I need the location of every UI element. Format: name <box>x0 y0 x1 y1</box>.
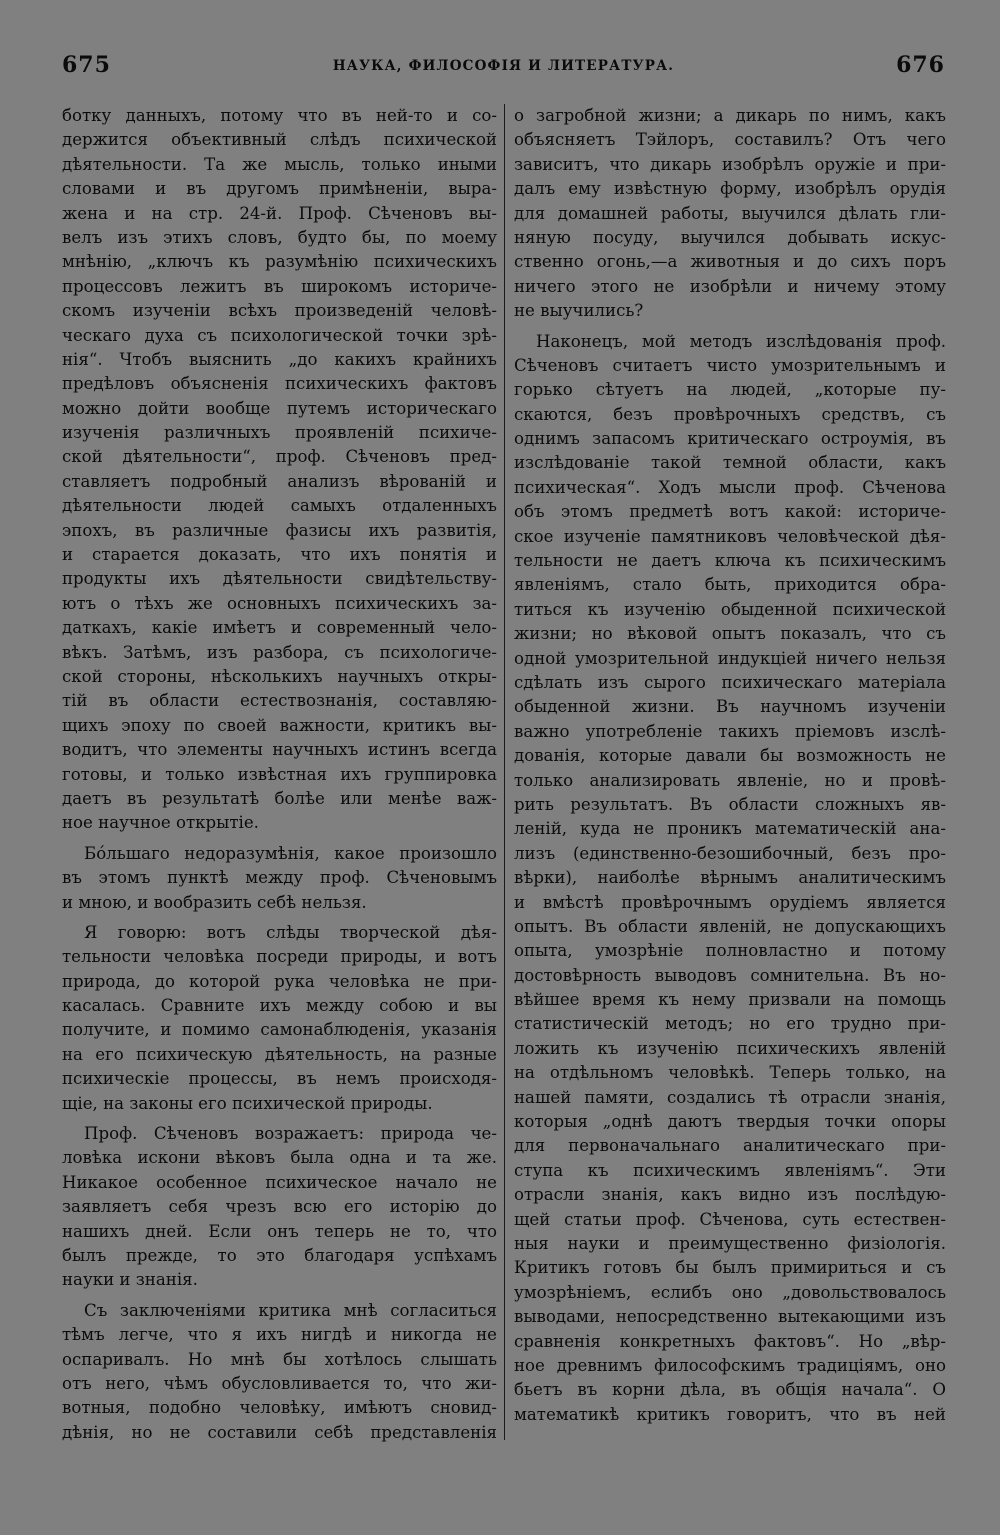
text-line: вѣкъ. Затѣмъ, изъ разбора, съ психологиче- <box>62 642 497 662</box>
text-line: и вмѣстѣ провѣрочнымъ орудіемъ является <box>514 892 946 912</box>
running-header <box>62 52 945 86</box>
text-line: бьетъ въ корни дѣла, въ общія начала“. О <box>514 1380 946 1400</box>
text-line: для домашней работы, выучился дѣлать гли- <box>514 203 946 223</box>
text-line: Наконецъ, мой методъ изслѣдованія проф. <box>536 331 946 351</box>
text-line: дѣятельности. Та же мысль, только иными <box>62 154 497 174</box>
column-divider <box>504 104 505 1440</box>
text-line: для первоначальнаго аналитическаго при- <box>514 1136 946 1156</box>
text-line: словами и въ другомъ примѣненіи, выра- <box>62 179 497 199</box>
text-line: явленіямъ, стало быть, приходится обра- <box>514 575 946 595</box>
text-line: которыя „однѣ даютъ твердыя точки опоры <box>514 1112 946 1132</box>
text-line: нашей памяти, создались тѣ отрасли знанія, <box>514 1087 946 1107</box>
text-line: далъ ему извѣстную форму, изобрѣлъ орудія <box>514 179 946 199</box>
text-line: Я говорю: вотъ слѣды творческой дѣя- <box>84 922 497 942</box>
text-line: объясняетъ Тэйлоръ, составилъ? Отъ чего <box>514 130 946 150</box>
text-line: изслѣдованіе такой темной области, какъ <box>514 453 946 473</box>
text-line: ставляетъ подробный анализъ вѣрованій и <box>62 471 497 491</box>
text-line: щіе, на законы его психической природы. <box>62 1093 433 1113</box>
text-line: даетъ въ результатѣ болѣе или менѣе важ- <box>62 788 497 808</box>
text-line: изученія различныхъ проявленій психиче- <box>62 423 497 443</box>
text-line: обыденной жизни. Въ научномъ изученіи <box>514 697 946 717</box>
text-line: достовѣрность выводовъ сомнительна. Въ но- <box>514 965 946 985</box>
text-line: водитъ, что элементы научныхъ истинъ всегда <box>62 740 497 760</box>
text-line: объ этомъ предметѣ вотъ какой: историче- <box>514 502 946 522</box>
text-line: жизни; но вѣковой опытъ показалъ, что съ <box>514 624 946 644</box>
text-line: дованія, которые давали бы возможность не <box>514 746 946 766</box>
text-line: ное древнимъ философскимъ традиціямъ, оно <box>514 1355 946 1375</box>
text-line: можно дойти вообще путемъ историческаго <box>62 398 497 418</box>
text-line: няную посуду, выучился добывать искус- <box>514 227 946 247</box>
text-line: тій въ области естествознанія, составляю- <box>62 691 497 711</box>
text-line: науки и знанія. <box>62 1270 198 1290</box>
text-line: даткахъ, какіе имѣетъ и современный чело- <box>62 618 497 638</box>
text-line: щихъ эпоху по своей важности, критикъ вы- <box>62 715 497 735</box>
text-line: щей статьи проф. Сѣченова, суть естествен- <box>514 1209 946 1229</box>
text-line: о загробной жизни; а дикарь по нимъ, какъ <box>514 106 946 125</box>
text-line: ступа къ психическимъ явленіямъ“. Эти <box>514 1160 946 1180</box>
text-line: сдѣлать изъ сырого психическаго матеріала <box>514 672 946 692</box>
text-line: нія“. Чтобъ выяснить „до какихъ крайнихъ <box>62 349 497 369</box>
text-line: и мною, и вообразить себѣ нельзя. <box>62 892 367 912</box>
text-line: одной умозрительной индукціей ничего нельзя <box>514 648 946 668</box>
text-line: сравненія конкретныхъ фактовъ“. Но „вѣр- <box>514 1331 946 1351</box>
text-line: оспаривалъ. Но мнѣ бы хотѣлось слышать <box>62 1349 497 1369</box>
text-line: ютъ о тѣхъ же основныхъ психическихъ за- <box>62 593 497 613</box>
text-line: Бóльшаго недоразумѣнія, какое произошло <box>84 843 497 863</box>
text-line: отъ него, чѣмъ обусловливается то, что жи- <box>62 1373 497 1393</box>
text-line: нашихъ дней. Если онъ теперь не то, что <box>62 1221 497 1241</box>
text-line: эпохъ, въ различные фазисы ихъ развитія, <box>62 520 497 540</box>
text-line: ное научное открытіе. <box>62 813 259 833</box>
text-line: предѣловъ объясненія психическихъ фактовъ <box>62 374 497 394</box>
text-line: Съ заключеніями критика мнѣ согласиться <box>84 1300 497 1320</box>
text-line: процессовъ лежитъ въ широкомъ историче- <box>62 276 497 296</box>
running-title: НАУКА, ФИЛОСОФІЯ И ЛИТЕРАТУРА. <box>332 58 675 74</box>
text-line: зависитъ, что дикарь изобрѣлъ оружіе и при- <box>514 154 946 174</box>
text-line: математикѣ критикъ говоритъ, что въ ней <box>514 1404 946 1424</box>
text-line: лизъ (единственно-безошибочный, безъ про- <box>514 843 946 863</box>
text-line: заявляетъ себя чрезъ всю его исторію до <box>62 1197 497 1217</box>
text-line: умозрѣніемъ, еслибъ оно „довольствовалось <box>514 1282 946 1302</box>
text-line: не выучились? <box>514 301 644 321</box>
text-line: ложить къ изученію психическихъ явленій <box>514 1038 946 1058</box>
page-number-left: 675 <box>62 52 111 78</box>
text-line: скаются, безъ провѣрочныхъ средствъ, съ <box>514 404 946 424</box>
text-line: ныя науки и преимущественно физіологія. <box>514 1233 946 1253</box>
text-line: горько сѣтуетъ на людей, „которые пу- <box>514 380 946 400</box>
text-line: Критикъ готовъ бы былъ примириться и съ <box>514 1258 946 1278</box>
text-line: продукты ихъ дѣятельности свидѣтельству- <box>62 569 497 589</box>
text-line: опыта, умозрѣніе полновластно и потому <box>514 941 946 961</box>
text-line: тельности человѣка посреди природы, и вотъ <box>62 947 497 967</box>
text-line: въ этомъ пунктѣ между проф. Сѣченовымъ <box>62 868 497 888</box>
text-line: вѣйшее время къ нему призвали на помощь <box>514 990 946 1010</box>
text-line: тѣмъ легче, что я ихъ нигдѣ и никогда не <box>62 1325 497 1345</box>
page-number-right: 676 <box>896 52 945 78</box>
text-line: касалась. Сравните ихъ между собою и вы <box>62 996 497 1016</box>
text-line: дѣятельности людей самыхъ отдаленныхъ <box>62 496 497 516</box>
text-line: готовы, и только извѣстная ихъ группировка <box>62 764 497 784</box>
text-line: на отдѣльномъ человѣкѣ. Теперь только, на <box>514 1063 946 1083</box>
text-line: ской дѣятельности“, проф. Сѣченовъ пред- <box>62 447 497 467</box>
text-line: ческаго духа съ психологической точки зрѣ- <box>62 325 497 345</box>
text-line: ской стороны, нѣсколькихъ научныхъ откры- <box>62 666 497 686</box>
text-line: психическіе процессы, въ немъ происходя- <box>62 1069 497 1089</box>
text-line: отрасли знанія, какъ видно изъ послѣдую- <box>514 1185 946 1205</box>
text-line: леній, куда не проникъ математическій ана- <box>514 819 946 839</box>
text-line: однимъ запасомъ критическаго остроумія, въ <box>514 429 946 449</box>
text-line: мнѣнію, „ключъ къ разумѣнію психическихъ <box>62 252 497 272</box>
text-line: вѣрки), наиболѣе вѣрнымъ аналитическимъ <box>514 868 946 888</box>
text-line: Проф. Сѣченовъ возражаетъ: природа че- <box>84 1124 497 1144</box>
right-column <box>514 104 946 1427</box>
text-line: титься къ изученію обыденной психической <box>514 599 946 619</box>
text-line: статистическій методъ; но его трудно при- <box>514 1014 946 1034</box>
text-line: тельности не даетъ ключа къ психическимъ <box>514 551 946 571</box>
text-line: природа, до которой рука человѣка не при- <box>62 971 497 991</box>
text-line: жена и на стр. 24-й. Проф. Сѣченовъ вы- <box>62 203 497 223</box>
text-line: былъ прежде, то это благодаря успѣхамъ <box>62 1245 497 1265</box>
text-line: только анализировать явленіе, но и провѣ- <box>514 770 946 790</box>
text-line: вотныя, подобно человѣку, имѣютъ сновид- <box>62 1398 497 1418</box>
text-line: ственно огонь,—а животныя и до сихъ поръ <box>514 252 946 272</box>
text-line: ское изученіе памятниковъ человѣческой дѣя- <box>514 526 946 546</box>
text-line: и старается доказать, что ихъ понятія и <box>62 545 497 565</box>
text-line: получите, и помимо самонаблюденія, указанія <box>62 1020 497 1040</box>
text-line: ботку данныхъ, потому что въ ней-то и со- <box>62 106 497 125</box>
text-line: ничего этого не изобрѣли и ничему этому <box>514 276 946 296</box>
text-line: дѣнія, но не составили себѣ представленія <box>62 1422 497 1442</box>
text-line: скомъ изученіи всѣхъ произведеній человѣ- <box>62 301 497 321</box>
left-column <box>62 104 497 1445</box>
text-line: рить результатъ. Въ области сложныхъ яв- <box>514 794 946 814</box>
text-line: психическая“. Ходъ мысли проф. Сѣченова <box>514 477 946 497</box>
text-line: ловѣка искони вѣковъ была одна и та же. <box>62 1148 497 1168</box>
text-line: велъ изъ этихъ словъ, будто бы, по моему <box>62 227 497 247</box>
text-line: важно употребленіе такихъ пріемовъ изслѣ- <box>514 721 946 741</box>
text-line: держится объективный слѣдъ психической <box>62 130 497 150</box>
text-line: Сѣченовъ считаетъ чисто умозрительнымъ и <box>514 355 946 375</box>
text-line: выводами, непосредственно вытекающими изъ <box>514 1307 946 1327</box>
text-line: на его психическую дѣятельность, на разные <box>62 1044 497 1064</box>
text-line: опытъ. Въ области явленій, не допускающихъ <box>514 916 946 936</box>
text-line: Никакое особенное психическое начало не <box>62 1172 497 1192</box>
